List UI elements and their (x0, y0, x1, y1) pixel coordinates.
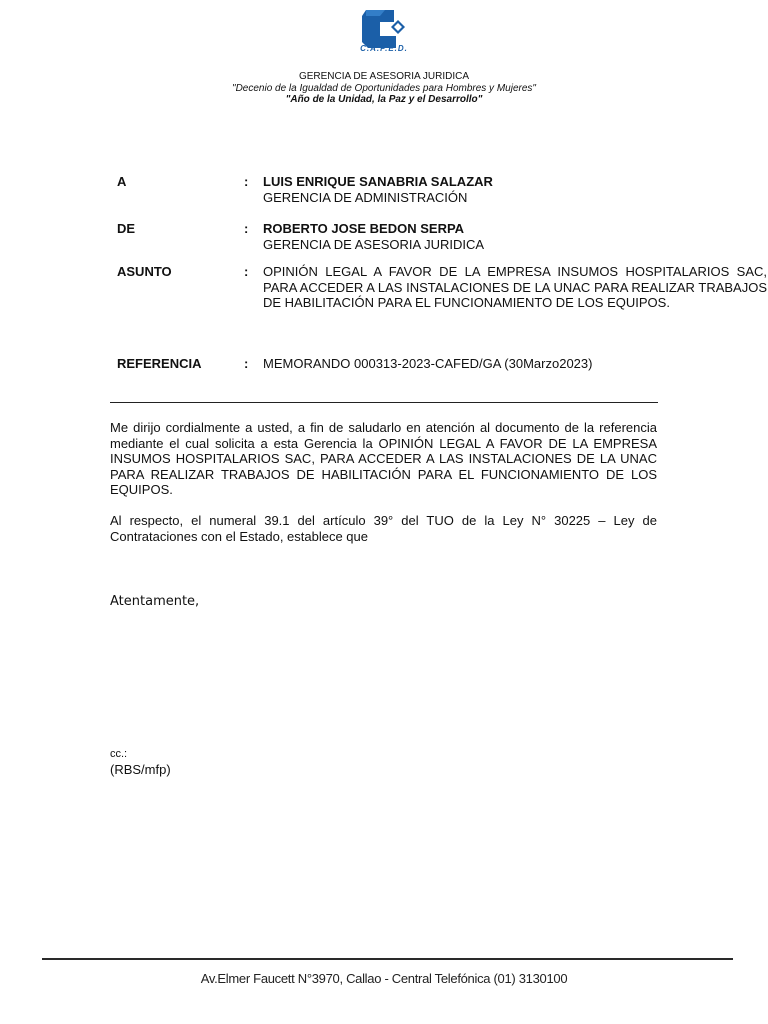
reference-label: REFERENCIA (117, 356, 202, 371)
from-name: ROBERTO JOSE BEDON SERPA (263, 221, 465, 236)
footer-divider (42, 958, 733, 960)
decade-motto: "Decenio de la Igualdad de Oportunidades para Hombres y Mujeres" (232, 83, 536, 94)
office-heading: GERENCIA DE ASESORIA JURIDICA (298, 71, 470, 82)
to-label: A (117, 174, 127, 189)
reference-text: MEMORANDO 000313-2023-CAFED/GA (30Marzo2023) (263, 356, 593, 371)
salutation: Atentamente, (110, 594, 200, 609)
body-paragraph-1: Me dirijo cordialmente a usted, a fin de saludarlo en atención al documento de la referencia mediante el cual solicita a esta Gerencia la OPINIÓN LEGAL A FAVOR DE LA EMPRESA INSUMOS HOSPITALARIOS SAC, PARA ACCEDER A LAS INSTALACIONES DE LA UNAC PARA REALIZAR TRABAJOS DE HABILITACIÓN PARA EL FUNCIONAMIENTO DE LOS EQUIPOS. (110, 420, 657, 497)
logo-text: C.A.F.E.D. (360, 44, 408, 53)
initials: (RBS/mfp) (110, 762, 171, 777)
from-label: DE (117, 221, 136, 236)
body-paragraph-2: Al respecto, el numeral 39.1 del artículo 39° del TUO de la Ley N° 30225 – Ley de Contrataciones con el Estado, establece que (110, 513, 657, 544)
subject-text: OPINIÓN LEGAL A FAVOR DE LA EMPRESA INSUMOS HOSPITALARIOS SAC, PARA ACCEDER A LAS INSTALACIONES DE LA UNAC PARA REALIZAR TRABAJOS DE HABILITACIÓN PARA EL FUNCIONAMIENTO DE LOS EQUIPOS. (263, 264, 767, 310)
year-motto: "Año de la Unidad, la Paz y el Desarrollo" (285, 94, 483, 105)
colon: : (244, 356, 249, 371)
colon: : (244, 174, 249, 189)
colon: : (244, 264, 249, 279)
subject-label: ASUNTO (117, 264, 172, 279)
footer-address: Av.Elmer Faucett N°3970, Callao - Central Telefónica (01) 3130100 (200, 971, 568, 986)
cc-label: cc.: (110, 748, 128, 760)
colon: : (244, 221, 249, 236)
header-divider (110, 402, 658, 403)
from-office: GERENCIA DE ASESORIA JURIDICA (263, 236, 485, 252)
to-name: LUIS ENRIQUE SANABRIA SALAZAR (263, 174, 493, 189)
to-office: GERENCIA DE ADMINISTRACIÓN (263, 189, 468, 205)
